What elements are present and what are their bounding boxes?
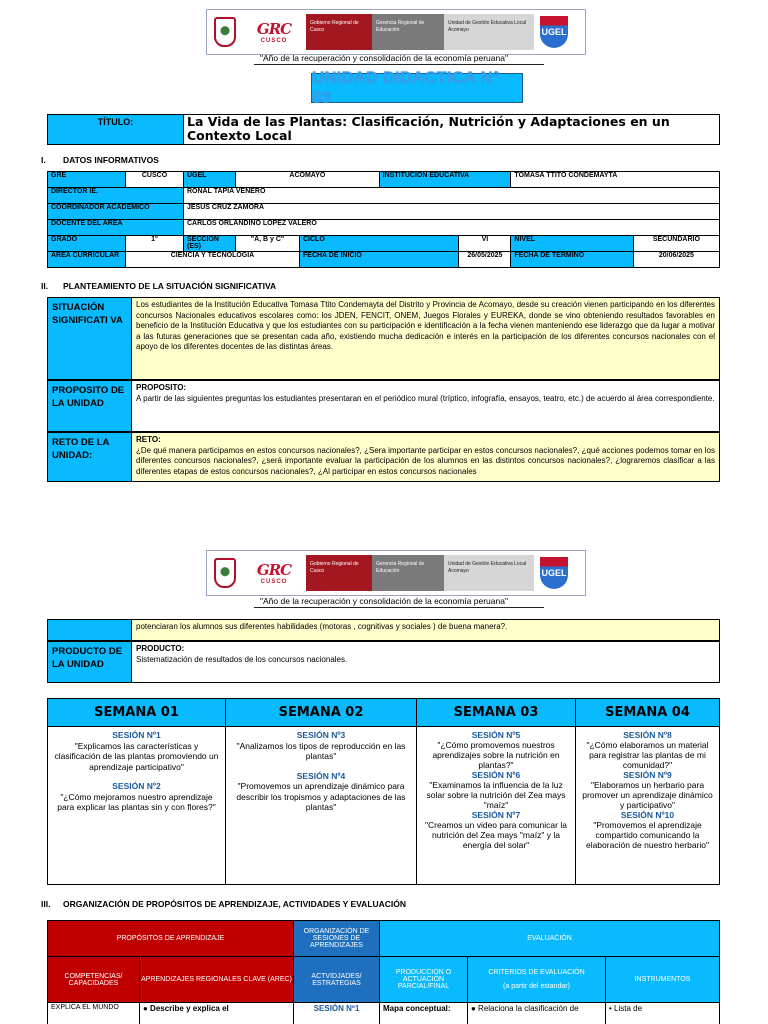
table-row [48,236,720,252]
docente-value: CARLOS ORLANDINO LOPEZ VALERO [184,220,720,236]
arec-heading: APRENDIZAJES REGIONALES CLAVE (AREC) [140,957,294,1003]
producto-label: PRODUCTO DE LA UNIDAD [48,642,132,682]
competencia-cell: EXPLICA EL MUNDO [48,1003,140,1024]
week-04-column [576,727,719,884]
session-2-text: "¿Cómo mejoramos nuestro aprendizaje para explicar las plantas sin y con flores?" [57,791,216,812]
session-10-text: "Promovemos el aprendizaje compartido comunicando la elaboración de nuestro herbario" [585,820,710,850]
section-title: ORGANIZACIÓN DE PROPÓSITOS DE APRENDIZAJE, ACTIVIDADES Y EVALUACIÓN [63,899,407,909]
motto: "Año de la recuperación y consolidación de la economía peruana" [260,596,508,606]
session-3-text: "Analizamos los tipos de reproducción en las plantas" [236,740,406,761]
producto-text: Sistematización de resultados de los concursos nacionales. [136,654,348,664]
docente-label: DOCENTE DEL AREA [48,220,184,236]
gobierno-regional-label: Gobierno Regional de Cusco [306,14,372,50]
criterios-subheading: (a partir del estandar) [503,983,570,990]
proposito-text: A partir de las siguientes preguntas los estudiantes presentaran en el periódico mural (tríptico, infografía, ensayos, teatro, etc.) de acuerdo al área correspondiente. [136,393,715,403]
producto-cell [132,642,719,682]
session-6-text: "Examinamos la influencia de la luz solar sobre la nutrición del Zea mays "maíz" [426,780,566,810]
reto-row [47,432,720,482]
producto-row [47,641,720,683]
grado-value: 1° [126,236,184,252]
titulo-value: La Vida de las Plantas: Clasificación, Nutrición y Adaptaciones en un Contexto Local [187,114,670,143]
situacion-label: SITUACIÓN SIGNIFICATI VA [48,298,132,379]
motto-rule [254,607,544,608]
session-4-label: SESIÓN Nº4 [296,770,346,781]
gerencia-regional-label: Gerencia Regional de Educación [372,14,444,50]
unit-title: UNIDAD DIDACTICA N° 03 [311,73,523,103]
table-row [48,252,720,268]
coordinador-value: JESUS CRUZ ZAMORA [184,204,720,220]
table-row [48,220,720,236]
section-number: II. [41,281,49,291]
arec-cell: ● Describe y explica el [140,1003,294,1024]
section-title: PLANTEAMIENTO DE LA SITUACIÓN SIGNIFICATIVA [63,281,277,291]
area-value: CIENCIA Y TECNOLOGIA [126,252,300,268]
week-04-heading: SEMANA 04 [605,705,690,720]
session-8-text: "¿Cómo elaboramos un material para registrar las plantas de mi comunidad?" [586,740,709,770]
session-9-label: SESIÓN Nº9 [623,770,672,780]
session-7-label: SESIÓN Nº7 [471,810,521,820]
sesiones-heading: ORGANIZACIÓN DE SESIONES DE APRENDIZAJES [294,921,380,957]
motto-rule [254,64,544,65]
proposito-row [47,380,720,432]
week-02-column [226,727,417,884]
session-7-text: "Creamos un video para comunicar la nutrición del Zea mays "maíz" y la energía del solar" [425,820,567,850]
table-row [48,1003,720,1024]
session-8-label: SESIÓN Nº8 [623,730,672,740]
reto-continuation-label [48,620,132,640]
situacion-row [47,297,720,380]
session-5-label: SESIÓN Nº5 [471,730,521,740]
actividades-heading: ACTVIDJADES/ ESTRATEGIAS [294,957,380,1003]
reto-label: RETO DE LA UNIDAD: [48,433,132,481]
session-10-label: SESIÓN Nº10 [620,810,675,820]
proposito-label: PROPOSITO DE LA UNIDAD [48,381,132,431]
cusco-logo [242,15,306,49]
week-01-heading: SEMANA 01 [48,699,226,726]
reto-continuation-text: potenciaran los alumnos sus diferentes habilidades (motoras , cognitivas y sociales ) de buena manera?. [132,620,719,640]
nivel-value: SECUNDARIO [633,236,719,252]
reto-text: ¿De qué manera participamos en estos concursos nacionales?, ¿Sera importante participar en estos concursos nacionales?, ¿qué acciones podemos tomar en los diferentes concursos nacionales?, ¿será importante evaluar la participación de los alumnos en las distintos concursos nacionales?, ¿lograremos clasificar a las diferentes etapas de estos concursos nacionales?, ¿Al participar en estos concursos nacionales [136,445,715,476]
seccion-label: SECCION (ES) [184,236,236,252]
fecha-inicio-label: FECHA DE INICIO [300,252,459,268]
instrumento-cell: • Lista de [606,1003,720,1024]
week-01-column [48,727,226,884]
ie-value: TOMASA TTITO CONDEMAYTA [511,172,720,188]
seccion-value: "A, B y C" [236,236,300,252]
titulo-row [47,114,720,145]
grado-label: GRADO [48,236,126,252]
session-6-label: SESIÓN Nº6 [471,770,521,780]
cusco-logo-mark: GRC [256,20,292,38]
session-5-text: "¿Cómo promovemos nuestros aprendizajes sobre la nutrición en plantas?" [432,740,560,770]
situacion-text: Los estudiantes de la Institución Educativa Tomasa Ttito Condemayta del Distrito y Provincia de Acomayo, desde su creación vienen participando en los diferentes concursos Nacionales educativos escolares como: los JDEN, FENCIT, ONEM, Juegos Florales y EUREKA, donde se vino obteniendo resultados favorables en beneficio de la Institución Educativa y que los estudiantes con su participación e identificación a la fecha vienen manteniendo ese liderazgo que da lugar a motivar a las futuras generaciones que se presentan cada año, existiendo mucha dedicación e interés en la participación de los diferentes concursos nacionales con el apoyo de los diferentes docentes de las distintas áreas. [132,298,719,379]
ugel-badge-icon: UGEL [540,16,568,48]
ugel-label: Unidad de Gestión Educativa Local Acomayo [444,14,534,50]
table-row [48,172,720,188]
table-row [48,957,720,1003]
ugel-field-label: UGEL [184,172,236,188]
section-title: DATOS INFORMATIVOS [63,155,159,165]
produccion-heading: PRODUCCION O ACTUACIÓN PARCIAL/FINAL [380,957,468,1003]
datos-informativos-table [47,171,720,268]
cusco-logo-word: CUSCO [260,579,288,585]
session-9-text: "Elaboramos un herbario para promover un aprendizaje dinámico y participativo" [582,780,713,810]
motto: "Año de la recuperación y consolidación de la economía peruana" [260,53,508,63]
organizacion-table [47,920,720,1024]
section-number: I. [41,155,46,165]
fecha-termino-value: 20/06/2025 [633,252,719,268]
producto-heading: PRODUCTO: [136,644,185,653]
propositos-heading: PROPÓSITOS DE APRENDIZAJE [48,921,294,957]
produccion-cell: Mapa conceptual: [380,1003,468,1024]
cusco-logo-word: CUSCO [260,38,288,44]
section-heading-3 [41,899,406,909]
cusco-logo-mark: GRC [256,561,292,579]
section-heading-1 [41,155,159,165]
titulo-label: TÍTULO: [48,115,184,144]
weeks-header [48,699,719,727]
director-label: DIRECTOR IE. [48,188,184,204]
coordinador-label: COORDINADOR ACADEMICO [48,204,184,220]
proposito-cell [132,381,719,431]
table-row [48,188,720,204]
week-02-heading: SEMANA 02 [226,699,417,726]
ugel-badge-icon: UGEL [540,557,568,589]
competencias-heading: COMPETENCIAS/ CAPACIDADES [48,957,140,1003]
criterio-cell: ● Relaciona la clasificación de [468,1003,606,1024]
session-3-label: SESIÓN Nº3 [296,730,346,740]
cusco-logo [242,556,306,590]
session-2-label: SESIÓN Nº2 [112,781,161,791]
reto-cell [132,433,719,481]
gre-label: GRE [48,172,126,188]
ciclo-value: VI [459,236,511,252]
ie-label: INSTITUCION EDUCATIVA [379,172,511,188]
week-03-column [417,727,576,884]
director-value: RONAL TAPIA VENERO [184,188,720,204]
table-row [48,204,720,220]
sesion-cell: SESIÓN Nº1 [294,1003,380,1024]
ciclo-label: CICLO [300,236,459,252]
reto-heading: RETO: [136,435,161,444]
gre-value: CUSCO [126,172,184,188]
evaluacion-heading: EVALUACIÓN [380,921,720,957]
ugel-field-value: ACOMAYO [236,172,380,188]
institution-banner-page2 [206,550,586,596]
proposito-heading: PROPOSITO: [136,383,187,392]
peru-shield-icon [214,558,236,588]
criterios-cell [468,957,606,1003]
session-1-text: "Explicamos las características y clasificación de las plantas promoviendo un aprendizaje participativo" [54,740,219,772]
gobierno-regional-label: Gobierno Regional de Cusco [306,555,372,591]
gerencia-regional-label: Gerencia Regional de Educación [372,555,444,591]
weeks-table [47,698,720,885]
nivel-label: NIVEL [511,236,633,252]
peru-shield-icon [214,17,236,47]
section-heading-2 [41,281,276,291]
area-label: AREA CURRICULAR [48,252,126,268]
fecha-inicio-value: 26/05/2025 [459,252,511,268]
ugel-label: Unidad de Gestión Educativa Local Acomayo [444,555,534,591]
reto-continuation-row [47,619,720,641]
session-4-text: "Promovemos un aprendizaje dinámico para describir los tropismos y adaptaciones de las plantas" [236,781,406,812]
criterios-heading: CRITERIOS DE EVALUACIÓN [488,969,585,976]
session-1-label: SESIÓN Nº1 [112,730,161,740]
week-03-heading: SEMANA 03 [417,699,576,726]
section-number: III. [41,899,51,909]
table-row [48,921,720,957]
weeks-body [48,727,719,884]
institution-banner [206,9,586,55]
instrumentos-heading: INSTRUMENTOS [606,957,720,1003]
fecha-termino-label: FECHA DE TERMINO [511,252,633,268]
